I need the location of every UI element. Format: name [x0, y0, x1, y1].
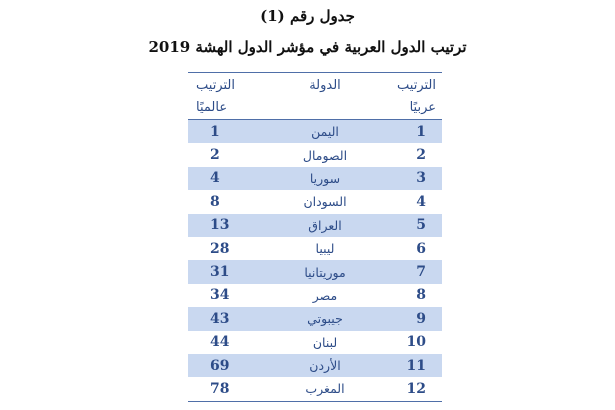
header-row — [188, 73, 442, 120]
arab-rank-cell: 1 — [380, 120, 442, 144]
arab-rank-cell: 7 — [380, 260, 442, 283]
world-rank-cell: 34 — [210, 287, 230, 304]
world-rank-cell: 43 — [188, 307, 270, 330]
country-cell: لبنان — [312, 334, 338, 350]
country-cell: سوريا — [270, 167, 380, 190]
header-country — [270, 73, 380, 120]
arab-rank-cell: 6 — [416, 240, 426, 257]
ranking-table — [188, 72, 442, 402]
world-rank-cell: 8 — [210, 193, 220, 210]
arab-rank-cell: 10 — [406, 334, 426, 351]
world-rank-cell: 69 — [188, 354, 270, 377]
header-country-label: الدولة — [309, 78, 341, 93]
country-cell: المغرب — [305, 381, 345, 397]
world-rank-cell: 4 — [188, 167, 270, 190]
country-cell: العراق — [270, 214, 380, 237]
world-rank-cell: 31 — [188, 260, 270, 283]
table-row — [188, 331, 442, 354]
arab-rank-cell: 9 — [380, 307, 442, 330]
country-cell: الأردن — [270, 354, 380, 377]
arab-rank-cell: 5 — [380, 214, 442, 237]
world-rank-cell: 13 — [188, 214, 270, 237]
table-row — [188, 284, 442, 307]
header-world-rank-line2: عالميًا — [196, 100, 228, 115]
table-row — [188, 260, 442, 283]
table-caption-number: جدول رقم (1) — [260, 7, 355, 25]
table-row — [188, 214, 442, 237]
world-rank-cell: 28 — [210, 240, 230, 257]
header-arab-rank — [380, 73, 442, 120]
header-arab-rank-line1: الترتيب — [397, 78, 436, 93]
header-arab-rank-line2: عربيًا — [409, 100, 436, 115]
table-header — [188, 73, 442, 120]
arab-rank-cell: 11 — [380, 354, 442, 377]
table-row — [188, 190, 442, 213]
arab-rank-cell: 12 — [406, 380, 426, 397]
table-row — [188, 354, 442, 377]
table-title: ترتيب الدول العربية في مؤشر الدول الهشة 2019 — [148, 38, 467, 56]
country-cell: مصر — [312, 287, 338, 303]
world-rank-cell: 44 — [210, 334, 230, 351]
table-row — [188, 120, 442, 144]
country-cell: موريتانيا — [270, 260, 380, 283]
country-cell: السودان — [303, 194, 347, 210]
table-row — [188, 167, 442, 190]
country-cell: ليبيا — [315, 241, 335, 257]
header-world-rank — [188, 73, 270, 120]
table-body — [188, 120, 442, 401]
country-cell: الصومال — [302, 147, 348, 163]
arab-rank-cell: 4 — [416, 193, 426, 210]
world-rank-cell: 78 — [210, 380, 230, 397]
arab-rank-cell: 8 — [416, 287, 426, 304]
ranking-table-grid — [188, 73, 442, 401]
header-world-rank-line1: الترتيب — [196, 78, 235, 93]
table-row — [188, 237, 442, 260]
world-rank-cell: 2 — [210, 147, 220, 164]
world-rank-cell: 1 — [188, 120, 270, 144]
country-cell: اليمن — [270, 120, 380, 144]
table-row — [188, 377, 442, 400]
table-row — [188, 143, 442, 166]
arab-rank-cell: 3 — [380, 167, 442, 190]
country-cell: جيبوتي — [270, 307, 380, 330]
table-row — [188, 307, 442, 330]
arab-rank-cell: 2 — [416, 147, 426, 164]
